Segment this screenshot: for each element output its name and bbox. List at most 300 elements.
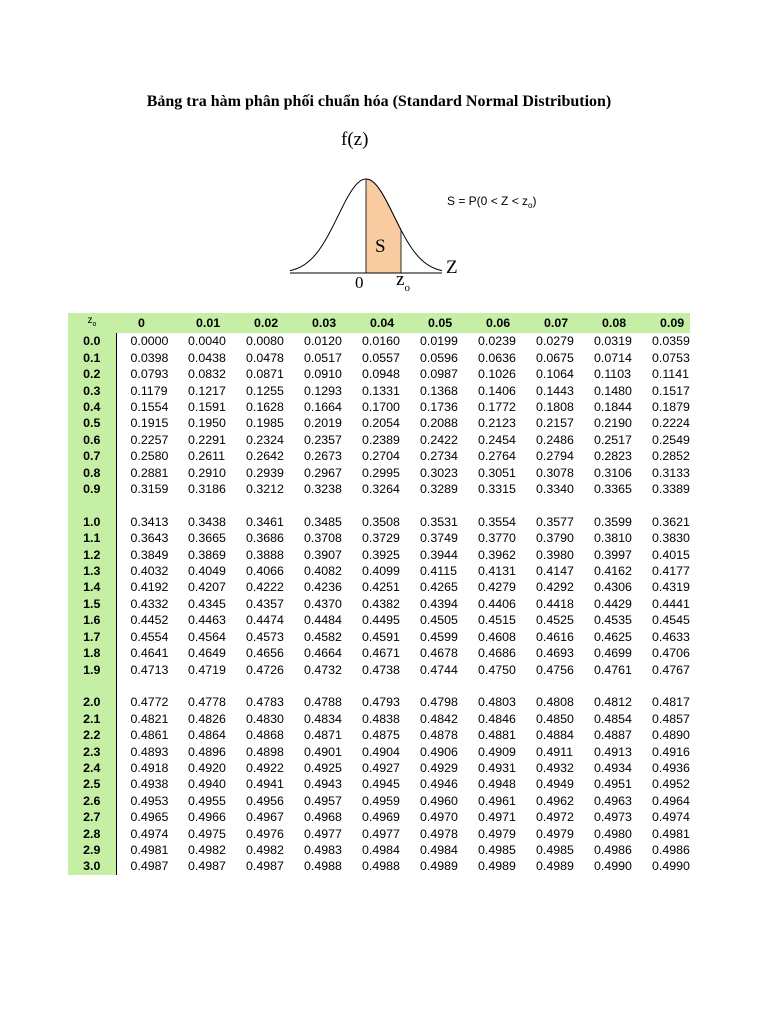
probability-cell: 0.2704 — [362, 449, 400, 464]
column-header: 0.03 — [290, 313, 348, 333]
probability-cell: 0.2486 — [536, 432, 574, 447]
probability-cell: 0.4817 — [652, 695, 690, 710]
probability-cell: 0.4564 — [188, 629, 226, 644]
table-row — [68, 629, 690, 645]
probability-cell: 0.4987 — [246, 859, 284, 874]
table-row — [68, 448, 690, 464]
probability-cell: 0.4982 — [188, 842, 226, 857]
probability-cell: 0.3554 — [478, 514, 516, 529]
probability-cell: 0.3133 — [652, 465, 690, 480]
probability-cell: 0.4956 — [246, 793, 284, 808]
probability-cell: 0.3315 — [478, 482, 516, 497]
probability-cell: 0.0080 — [246, 334, 284, 349]
probability-cell: 0.0557 — [362, 350, 400, 365]
probability-cell: 0.3159 — [130, 482, 169, 497]
probability-cell: 0.3106 — [594, 465, 632, 480]
table-row — [68, 826, 690, 842]
probability-cell: 0.2939 — [246, 465, 284, 480]
probability-cell: 0.4838 — [362, 711, 400, 726]
table-row — [68, 399, 690, 415]
probability-cell: 0.1293 — [304, 383, 342, 398]
probability-cell: 0.4966 — [188, 810, 226, 825]
probability-cell: 0.4973 — [594, 810, 632, 825]
probability-cell: 0.4591 — [362, 629, 400, 644]
probability-cell: 0.4989 — [536, 859, 574, 874]
z-value-cell: 3.0 — [68, 858, 116, 874]
z-value-cell: 1.2 — [68, 547, 116, 563]
table-row — [68, 530, 690, 546]
probability-cell: 0.4985 — [536, 842, 574, 857]
table-header-row — [68, 313, 690, 333]
probability-cell: 0.4082 — [304, 564, 342, 579]
probability-cell: 0.4599 — [420, 629, 458, 644]
probability-cell: 0.3686 — [246, 531, 284, 546]
probability-cell: 0.2823 — [594, 449, 632, 464]
table-row — [68, 415, 690, 431]
probability-cell: 0.4842 — [420, 711, 458, 726]
probability-cell: 0.4977 — [304, 826, 342, 841]
probability-cell: 0.2764 — [478, 449, 516, 464]
group-spacer-row — [68, 678, 690, 694]
probability-cell: 0.4793 — [362, 695, 400, 710]
probability-cell: 0.4932 — [536, 760, 574, 775]
probability-cell: 0.4484 — [304, 613, 342, 628]
probability-cell: 0.0478 — [246, 350, 284, 365]
probability-cell: 0.4726 — [246, 662, 284, 677]
z-axis-label: Z — [446, 257, 458, 278]
probability-cell: 0.3508 — [362, 514, 400, 529]
probability-cell: 0.4463 — [188, 613, 226, 628]
probability-cell: 0.4986 — [652, 842, 690, 857]
probability-cell: 0.1103 — [594, 367, 631, 382]
probability-cell: 0.4901 — [304, 744, 342, 759]
probability-cell: 0.4951 — [594, 777, 632, 792]
probability-cell: 0.4732 — [304, 662, 342, 677]
probability-cell: 0.3212 — [246, 482, 284, 497]
probability-cell: 0.4979 — [536, 826, 574, 841]
probability-cell: 0.3810 — [594, 531, 632, 546]
probability-cell: 0.3413 — [130, 514, 169, 529]
probability-cell: 0.4979 — [478, 826, 516, 841]
column-header: 0.04 — [348, 313, 406, 333]
probability-cell: 0.4713 — [130, 662, 169, 677]
probability-cell: 0.1700 — [362, 400, 400, 415]
probability-cell: 0.4719 — [188, 662, 226, 677]
probability-cell: 0.4898 — [246, 744, 284, 759]
fz-label: f(z) — [341, 129, 369, 150]
probability-cell: 0.3849 — [130, 547, 169, 562]
probability-cell: 0.4656 — [246, 646, 284, 661]
spacer-cell — [68, 497, 116, 513]
probability-cell: 0.4834 — [304, 711, 342, 726]
probability-cell: 0.4913 — [594, 744, 632, 759]
probability-cell: 0.1664 — [304, 400, 342, 415]
probability-cell: 0.1950 — [188, 416, 226, 431]
probability-cell: 0.3531 — [420, 514, 458, 529]
probability-cell: 0.1406 — [478, 383, 516, 398]
probability-cell: 0.4207 — [188, 580, 226, 595]
probability-cell: 0.3389 — [652, 482, 690, 497]
probability-cell: 0.0040 — [188, 334, 226, 349]
probability-cell: 0.4929 — [420, 760, 458, 775]
probability-cell: 0.4922 — [246, 760, 284, 775]
probability-cell: 0.4706 — [652, 646, 690, 661]
z-value-cell: 0.7 — [68, 448, 116, 464]
probability-cell: 0.3238 — [304, 482, 342, 497]
z-value-cell: 1.8 — [68, 645, 116, 661]
column-header: 0.06 — [464, 313, 522, 333]
probability-cell: 0.4625 — [594, 629, 632, 644]
probability-cell: 0.4772 — [130, 695, 169, 710]
probability-cell: 0.4306 — [594, 580, 632, 595]
probability-cell: 0.3340 — [536, 482, 574, 497]
column-header: 0.01 — [174, 313, 232, 333]
probability-cell: 0.4927 — [362, 760, 400, 775]
probability-cell: 0.0987 — [420, 367, 458, 382]
probability-cell: 0.4952 — [652, 777, 690, 792]
probability-cell: 0.2157 — [536, 416, 574, 431]
probability-cell: 0.3907 — [304, 547, 342, 562]
z-value-cell: 2.5 — [68, 776, 116, 792]
probability-cell: 0.3980 — [536, 547, 574, 562]
probability-formula: $S = P(0 < Z < z_o)$ — [447, 194, 537, 210]
probability-cell: 0.4941 — [246, 777, 284, 792]
probability-cell: 0.4893 — [130, 744, 169, 759]
probability-cell: 0.4949 — [536, 777, 574, 792]
z-value-cell: 0.3 — [68, 383, 116, 399]
probability-cell: 0.4911 — [536, 744, 573, 759]
probability-cell: 0.4812 — [594, 695, 632, 710]
probability-cell: 0.0160 — [362, 334, 400, 349]
table-row — [68, 333, 690, 349]
probability-cell: 0.4573 — [246, 629, 284, 644]
probability-cell: 0.4953 — [130, 793, 169, 808]
probability-cell: 0.4875 — [362, 728, 400, 743]
probability-cell: 0.0359 — [652, 334, 690, 349]
probability-cell: 0.2257 — [130, 432, 169, 447]
probability-cell: 0.4987 — [188, 859, 226, 874]
probability-cell: 0.3944 — [420, 547, 458, 562]
probability-cell: 0.3461 — [246, 514, 284, 529]
probability-cell: 0.4699 — [594, 646, 632, 661]
probability-cell: 0.2357 — [304, 432, 342, 447]
probability-cell: 0.2291 — [188, 432, 226, 447]
table-row — [68, 809, 690, 825]
probability-cell: 0.4525 — [536, 613, 574, 628]
probability-cell: 0.1026 — [478, 367, 516, 382]
probability-cell: 0.2673 — [304, 449, 342, 464]
probability-cell: 0.1179 — [130, 383, 168, 398]
probability-cell: 0.4370 — [304, 596, 342, 611]
z-value-cell: 0.8 — [68, 465, 116, 481]
probability-cell: 0.4946 — [420, 777, 458, 792]
probability-cell: 0.4761 — [594, 662, 632, 677]
probability-cell: 0.4265 — [420, 580, 458, 595]
probability-cell: 0.4222 — [246, 580, 284, 595]
probability-cell: 0.4846 — [478, 711, 516, 726]
probability-cell: 0.4881 — [478, 728, 516, 743]
probability-cell: 0.4678 — [420, 646, 458, 661]
probability-cell: 0.4808 — [536, 695, 574, 710]
z-value-cell: 0.6 — [68, 432, 116, 448]
probability-cell: 0.3708 — [304, 531, 342, 546]
probability-cell: 0.2123 — [478, 416, 516, 431]
probability-cell: 0.2611 — [188, 449, 225, 464]
probability-cell: 0.4861 — [130, 728, 169, 743]
probability-cell: 0.1064 — [536, 367, 574, 382]
probability-cell: 0.4582 — [304, 629, 342, 644]
probability-cell: 0.1985 — [246, 416, 284, 431]
table-row — [68, 547, 690, 563]
probability-cell: 0.4394 — [420, 596, 458, 611]
probability-cell: 0.4972 — [536, 810, 574, 825]
z-value-cell: 0.5 — [68, 415, 116, 431]
z-value-cell: 1.6 — [68, 612, 116, 628]
probability-cell: 0.4015 — [652, 547, 690, 562]
probability-cell: 0.4989 — [478, 859, 516, 874]
table-row — [68, 465, 690, 481]
probability-cell: 0.4279 — [478, 580, 516, 595]
probability-cell: 0.4671 — [362, 646, 400, 661]
probability-cell: 0.4963 — [594, 793, 632, 808]
probability-cell: 0.4686 — [478, 646, 516, 661]
z-value-cell: 0.0 — [68, 333, 116, 349]
probability-cell: 0.4332 — [130, 596, 169, 611]
probability-cell: 0.4783 — [246, 695, 284, 710]
probability-cell: 0.4608 — [478, 629, 516, 644]
probability-cell: 0.4940 — [188, 777, 226, 792]
table-row — [68, 579, 690, 595]
probability-cell: 0.4925 — [304, 760, 342, 775]
probability-cell: 0.4441 — [652, 596, 690, 611]
probability-cell: 0.4987 — [130, 859, 169, 874]
probability-cell: 0.3830 — [652, 531, 690, 546]
probability-cell: 0.1915 — [130, 416, 169, 431]
probability-cell: 0.4406 — [478, 596, 516, 611]
z-value-cell: 2.8 — [68, 826, 116, 842]
probability-cell: 0.1331 — [362, 383, 400, 398]
zero-label: 0 — [355, 273, 364, 292]
probability-cell: 0.2967 — [304, 465, 342, 480]
probability-cell: 0.0239 — [478, 334, 516, 349]
probability-cell: 0.4345 — [188, 596, 226, 611]
spacer-cell — [116, 497, 690, 513]
table-row — [68, 481, 690, 497]
z-column-header: $z_o$ — [68, 313, 116, 333]
probability-cell: 0.4989 — [420, 859, 458, 874]
z-value-cell: 2.2 — [68, 727, 116, 743]
probability-cell: 0.2422 — [420, 432, 458, 447]
probability-cell: 0.4948 — [478, 777, 516, 792]
probability-cell: 0.4738 — [362, 662, 400, 677]
z-value-cell: 1.5 — [68, 596, 116, 612]
probability-cell: 0.4959 — [362, 793, 400, 808]
column-header: 0 — [116, 313, 174, 333]
probability-cell: 0.3790 — [536, 531, 574, 546]
probability-cell: 0.4887 — [594, 728, 632, 743]
probability-cell: 0.4960 — [420, 793, 458, 808]
probability-cell: 0.2881 — [130, 465, 169, 480]
z-value-cell: 2.9 — [68, 842, 116, 858]
probability-cell: 0.0753 — [652, 350, 690, 365]
probability-cell: 0.4857 — [652, 711, 690, 726]
probability-cell: 0.0871 — [246, 367, 284, 382]
probability-cell: 0.4429 — [594, 596, 632, 611]
probability-cell: 0.4990 — [652, 859, 690, 874]
probability-cell: 0.1554 — [130, 400, 169, 415]
probability-cell: 0.4884 — [536, 728, 574, 743]
z-value-cell: 1.7 — [68, 629, 116, 645]
probability-cell: 0.3665 — [188, 531, 226, 546]
z-table — [68, 313, 690, 875]
table-row — [68, 514, 690, 530]
table-row — [68, 744, 690, 760]
probability-cell: 0.4916 — [652, 744, 690, 759]
probability-cell: 0.2454 — [478, 432, 516, 447]
probability-cell: 0.0948 — [362, 367, 400, 382]
probability-cell: 0.4319 — [652, 580, 690, 595]
probability-cell: 0.4906 — [420, 744, 458, 759]
probability-cell: 0.3749 — [420, 531, 458, 546]
probability-cell: 0.4803 — [478, 695, 516, 710]
z-value-cell: 2.7 — [68, 809, 116, 825]
probability-cell: 0.4988 — [304, 859, 342, 874]
probability-cell: 0.4981 — [652, 826, 690, 841]
probability-cell: 0.2580 — [130, 449, 169, 464]
probability-cell: 0.4975 — [188, 826, 226, 841]
probability-cell: 0.0793 — [130, 367, 169, 382]
probability-cell: 0.4970 — [420, 810, 458, 825]
probability-cell: 0.3051 — [478, 465, 516, 480]
probability-cell: 0.2995 — [362, 465, 400, 480]
probability-cell: 0.4977 — [362, 826, 400, 841]
probability-cell: 0.3186 — [188, 482, 226, 497]
probability-cell: 0.4049 — [188, 564, 226, 579]
table-row — [68, 432, 690, 448]
probability-cell: 0.3888 — [246, 547, 284, 562]
probability-cell: 0.4850 — [536, 711, 574, 726]
table-row — [68, 612, 690, 628]
probability-cell: 0.0910 — [304, 367, 342, 382]
probability-cell: 0.4032 — [130, 564, 169, 579]
z-value-cell: 2.6 — [68, 793, 116, 809]
probability-cell: 0.4974 — [130, 826, 169, 841]
probability-cell: 0.4868 — [246, 728, 284, 743]
probability-cell: 0.4115 — [420, 564, 457, 579]
page-title: Bảng tra hàm phân phối chuẩn hóa (Standard Normal Distribution) — [146, 93, 612, 110]
table-row — [68, 662, 690, 678]
probability-cell: 0.4962 — [536, 793, 574, 808]
column-header: 0.02 — [232, 313, 290, 333]
z-value-cell: 2.4 — [68, 760, 116, 776]
probability-cell: 0.2734 — [420, 449, 458, 464]
probability-cell: 0.4967 — [246, 810, 284, 825]
probability-cell: 0.3643 — [130, 531, 169, 546]
probability-cell: 0.4131 — [478, 564, 516, 579]
probability-cell: 0.1591 — [188, 400, 226, 415]
probability-cell: 0.4778 — [188, 695, 226, 710]
probability-cell: 0.1517 — [652, 383, 690, 398]
probability-cell: 0.1443 — [536, 383, 574, 398]
probability-cell: 0.3869 — [188, 547, 226, 562]
probability-cell: 0.2088 — [420, 416, 458, 431]
probability-cell: 0.4505 — [420, 613, 458, 628]
probability-cell: 0.4495 — [362, 613, 400, 628]
probability-cell: 0.4452 — [130, 613, 169, 628]
probability-cell: 0.4985 — [478, 842, 516, 857]
probability-cell: 0.4945 — [362, 777, 400, 792]
probability-cell: 0.4971 — [478, 810, 516, 825]
probability-cell: 0.1628 — [246, 400, 284, 415]
spacer-cell — [116, 678, 690, 694]
s-label: S — [375, 236, 386, 257]
probability-cell: 0.4693 — [536, 646, 574, 661]
table-row — [68, 350, 690, 366]
probability-cell: 0.0832 — [188, 367, 226, 382]
probability-cell: 0.4909 — [478, 744, 516, 759]
probability-cell: 0.4976 — [246, 826, 284, 841]
probability-cell: 0.4984 — [420, 842, 458, 857]
probability-cell: 0.0398 — [130, 350, 169, 365]
probability-cell: 0.0596 — [420, 350, 458, 365]
probability-cell: 0.3925 — [362, 547, 400, 562]
probability-cell: 0.0000 — [130, 334, 169, 349]
probability-cell: 0.4988 — [362, 859, 400, 874]
table-row — [68, 760, 690, 776]
probability-cell: 0.2224 — [652, 416, 690, 431]
probability-cell: 0.4798 — [420, 695, 458, 710]
probability-cell: 0.4147 — [536, 564, 574, 579]
probability-cell: 0.1217 — [188, 383, 226, 398]
probability-cell: 0.1480 — [594, 383, 632, 398]
z-value-cell: 1.0 — [68, 514, 116, 530]
probability-cell: 0.0438 — [188, 350, 226, 365]
table-row — [68, 694, 690, 710]
probability-cell: 0.4854 — [594, 711, 632, 726]
probability-cell: 0.4990 — [594, 859, 632, 874]
probability-cell: 0.4982 — [246, 842, 284, 857]
probability-cell: 0.2517 — [594, 432, 632, 447]
z-value-cell: 1.1 — [68, 530, 116, 546]
probability-cell: 0.1879 — [652, 400, 690, 415]
probability-cell: 0.0279 — [536, 334, 574, 349]
probability-cell: 0.3264 — [362, 482, 400, 497]
probability-cell: 0.0636 — [478, 350, 516, 365]
probability-cell: 0.3729 — [362, 531, 400, 546]
z-value-cell: 2.3 — [68, 744, 116, 760]
probability-cell: 0.4236 — [304, 580, 342, 595]
probability-cell: 0.0319 — [594, 334, 632, 349]
table-row — [68, 645, 690, 661]
probability-cell: 0.4961 — [478, 793, 516, 808]
table-row — [68, 793, 690, 809]
probability-cell: 0.3962 — [478, 547, 516, 562]
probability-cell: 0.4515 — [478, 613, 516, 628]
z-value-cell: 0.9 — [68, 481, 116, 497]
table-row — [68, 842, 690, 858]
probability-cell: 0.4957 — [304, 793, 342, 808]
probability-cell: 0.4890 — [652, 728, 690, 743]
table-row — [68, 776, 690, 792]
probability-cell: 0.4931 — [478, 760, 516, 775]
table-row — [68, 858, 690, 874]
probability-cell: 0.4767 — [652, 662, 690, 677]
probability-cell: 0.4938 — [130, 777, 169, 792]
probability-cell: 0.4968 — [304, 810, 342, 825]
probability-cell: 0.1808 — [536, 400, 574, 415]
probability-cell: 0.2794 — [536, 449, 574, 464]
probability-cell: 0.4545 — [652, 613, 690, 628]
